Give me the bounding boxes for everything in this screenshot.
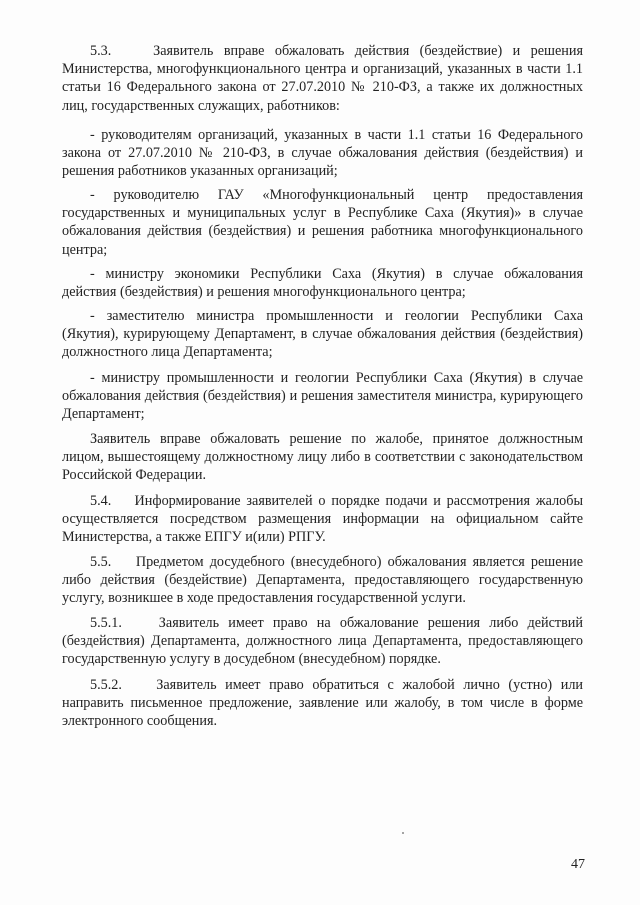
paragraph-5-5-2: 5.5.2. Заявитель имеет право обратиться с жалобой лично (устно) или направить письменное предложение, заявление или жалобу, в том числе в форме электронного сообщения. <box>62 677 583 730</box>
paragraph-5-5-1: 5.5.1. Заявитель имеет право на обжалование решения либо действий (бездействия) Департамента, должностного лица Департамента, предоставляющего государственную услугу в досудебном (внесудебном) порядке. <box>62 615 583 668</box>
paragraph-list-item-deputy-minister: - заместителю министра промышленности и геологии Республики Саха (Якутия), курирующему Департамент, в случае обжалования действия (бездействия) должностного лица Департамента; <box>62 308 583 361</box>
page-number: 47 <box>571 857 585 872</box>
paragraph-list-item-mfc-head: - руководителю ГАУ «Многофункциональный центр предоставления государственных и муниципальных услуг в Республике Саха (Якутия)» в случае обжалования действия (бездействия) и решения работника многофункционального центра; <box>62 187 583 258</box>
paragraph-5-5: 5.5. Предметом досудебного (внесудебного) обжалования является решение либо действия (бездействие) Департамента, предоставляющего государственную услугу, возникшее в ходе предоставления государственной услуги. <box>62 554 583 607</box>
paragraph-5-4: 5.4. Информирование заявителей о порядке подачи и рассмотрения жалобы осуществляется посредством размещения информации на официальном сайте Министерства, а также ЕПГУ и(или) РПГУ. <box>62 493 583 546</box>
paragraph-list-item-org-heads: - руководителям организаций, указанных в части 1.1 статьи 16 Федерального закона от 27.07.2010 № 210-ФЗ, в случае обжалования действия (бездействия) и решения работников указанных организаций; <box>62 127 583 180</box>
paragraph-list-item-economy-minister: - министру экономики Республики Саха (Якутия) в случае обжалования действия (бездействия) и решения многофункционального центра; <box>62 266 583 301</box>
paragraph-5-3: 5.3. Заявитель вправе обжаловать действия (бездействие) и решения Министерства, многофункционального центра и организаций, указанных в части 1.1 статьи 16 Федерального закона от 27.07.2010 № 210-ФЗ, а также их должностных лиц, государственных служащих, работников: <box>62 43 583 114</box>
scan-speck <box>402 832 404 834</box>
paragraph-appeal-decision: Заявитель вправе обжаловать решение по жалобе, принятое должностным лицом, вышестоящему должностному лицу либо в соответствии с законодательством Российской Федерации. <box>62 431 583 484</box>
paragraph-list-item-industry-minister: - министру промышленности и геологии Республики Саха (Якутия) в случае обжалования действия (бездействия) и решения заместителя министра, курирующего Департамент; <box>62 370 583 423</box>
